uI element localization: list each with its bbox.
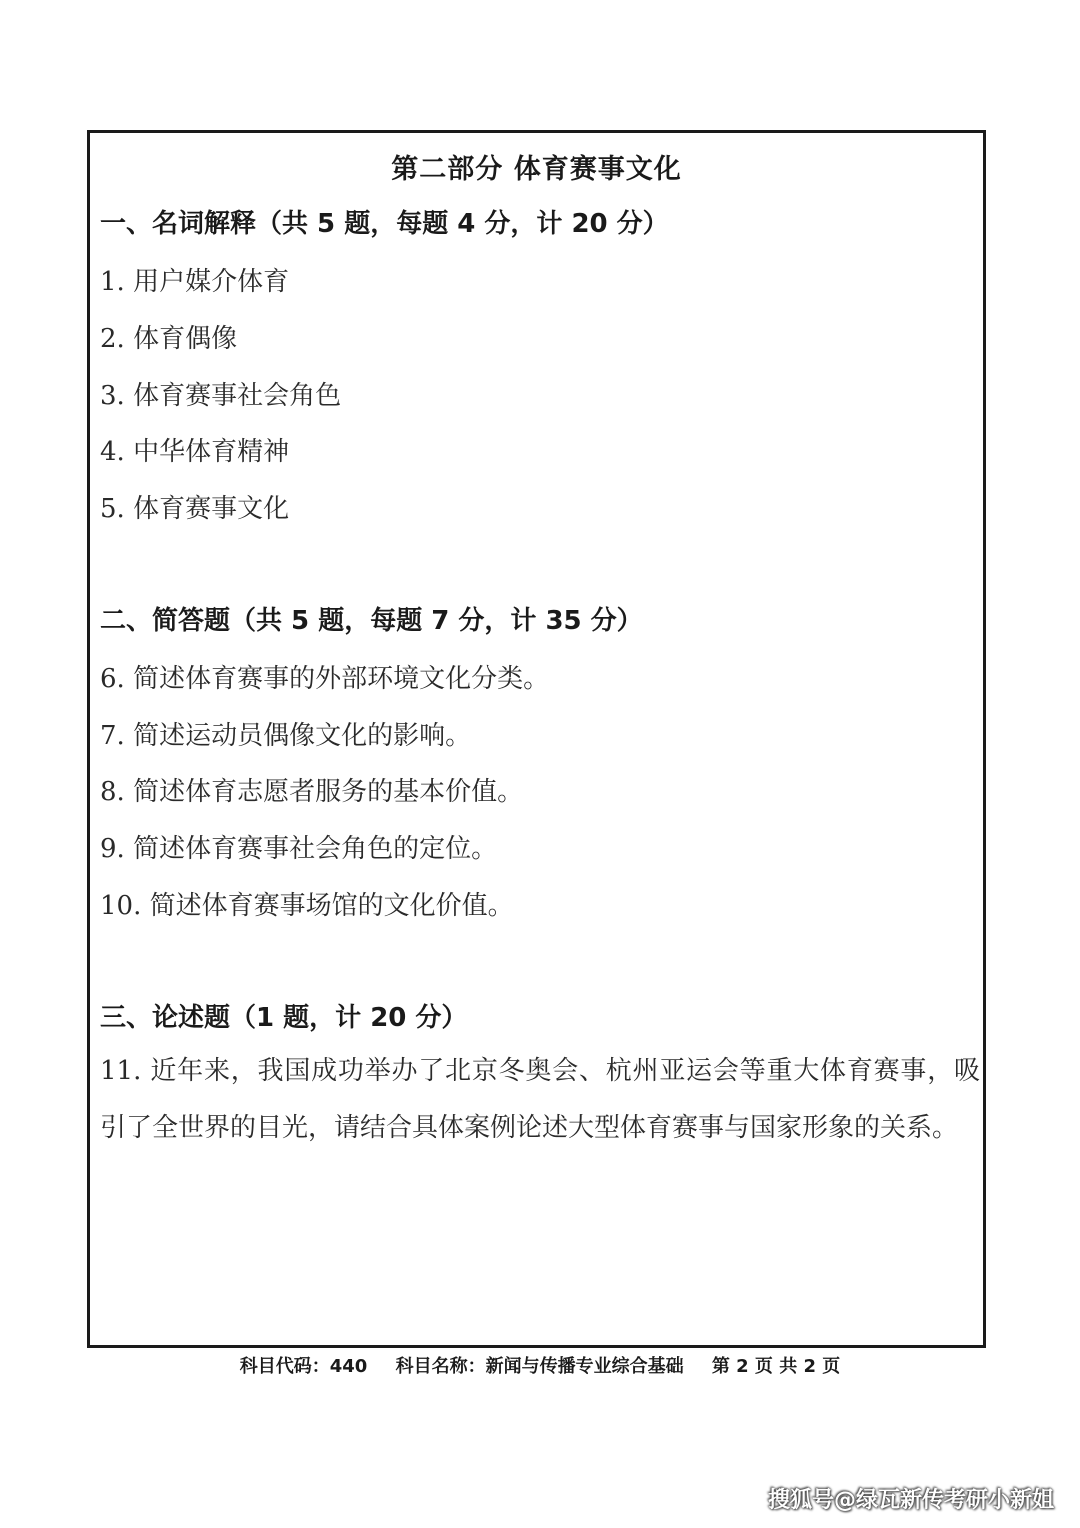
section1-item: 2. 体育偶像 xyxy=(100,324,238,354)
section2-item: 8. 简述体育志愿者服务的基本价值。 xyxy=(100,777,524,807)
part-title: 第二部分 体育赛事文化 xyxy=(391,154,682,185)
section1-item: 3. 体育赛事社会角色 xyxy=(100,381,342,411)
exam-frame xyxy=(87,130,986,1348)
section2-item: 10. 简述体育赛事场馆的文化价值。 xyxy=(100,891,514,921)
subject-code: 科目代码：440 xyxy=(239,1356,368,1377)
section3-heading: 三、论述题（1 题，计 20 分） xyxy=(100,1003,468,1033)
watermark: 搜狐号@绿瓦新传考研小新姐 xyxy=(767,1488,1054,1513)
section1-item: 5. 体育赛事文化 xyxy=(100,494,290,524)
page-footer xyxy=(0,1352,1080,1378)
subject-name: 科目名称：新闻与传播专业综合基础 xyxy=(395,1356,684,1377)
section2-item: 6. 简述体育赛事的外部环境文化分类。 xyxy=(100,664,550,694)
section1-item: 1. 用户媒介体育 xyxy=(100,267,290,297)
section2-heading: 二、简答题（共 5 题，每题 7 分，计 35 分） xyxy=(100,606,643,636)
essay-question: 11. 近年来，我国成功举办了北京冬奥会、杭州亚运会等重大体育赛事，吸引了全世界的目光，请结合具体案例论述大型体育赛事与国家形象的关系。 xyxy=(100,1056,980,1143)
page-info: 第 2 页 共 2 页 xyxy=(711,1356,841,1377)
section2-item: 9. 简述体育赛事社会角色的定位。 xyxy=(100,834,498,864)
section1-item: 4. 中华体育精神 xyxy=(100,437,290,467)
section1-heading: 一、名词解释（共 5 题，每题 4 分，计 20 分） xyxy=(100,209,669,239)
section2-item: 7. 简述运动员偶像文化的影响。 xyxy=(100,721,472,751)
